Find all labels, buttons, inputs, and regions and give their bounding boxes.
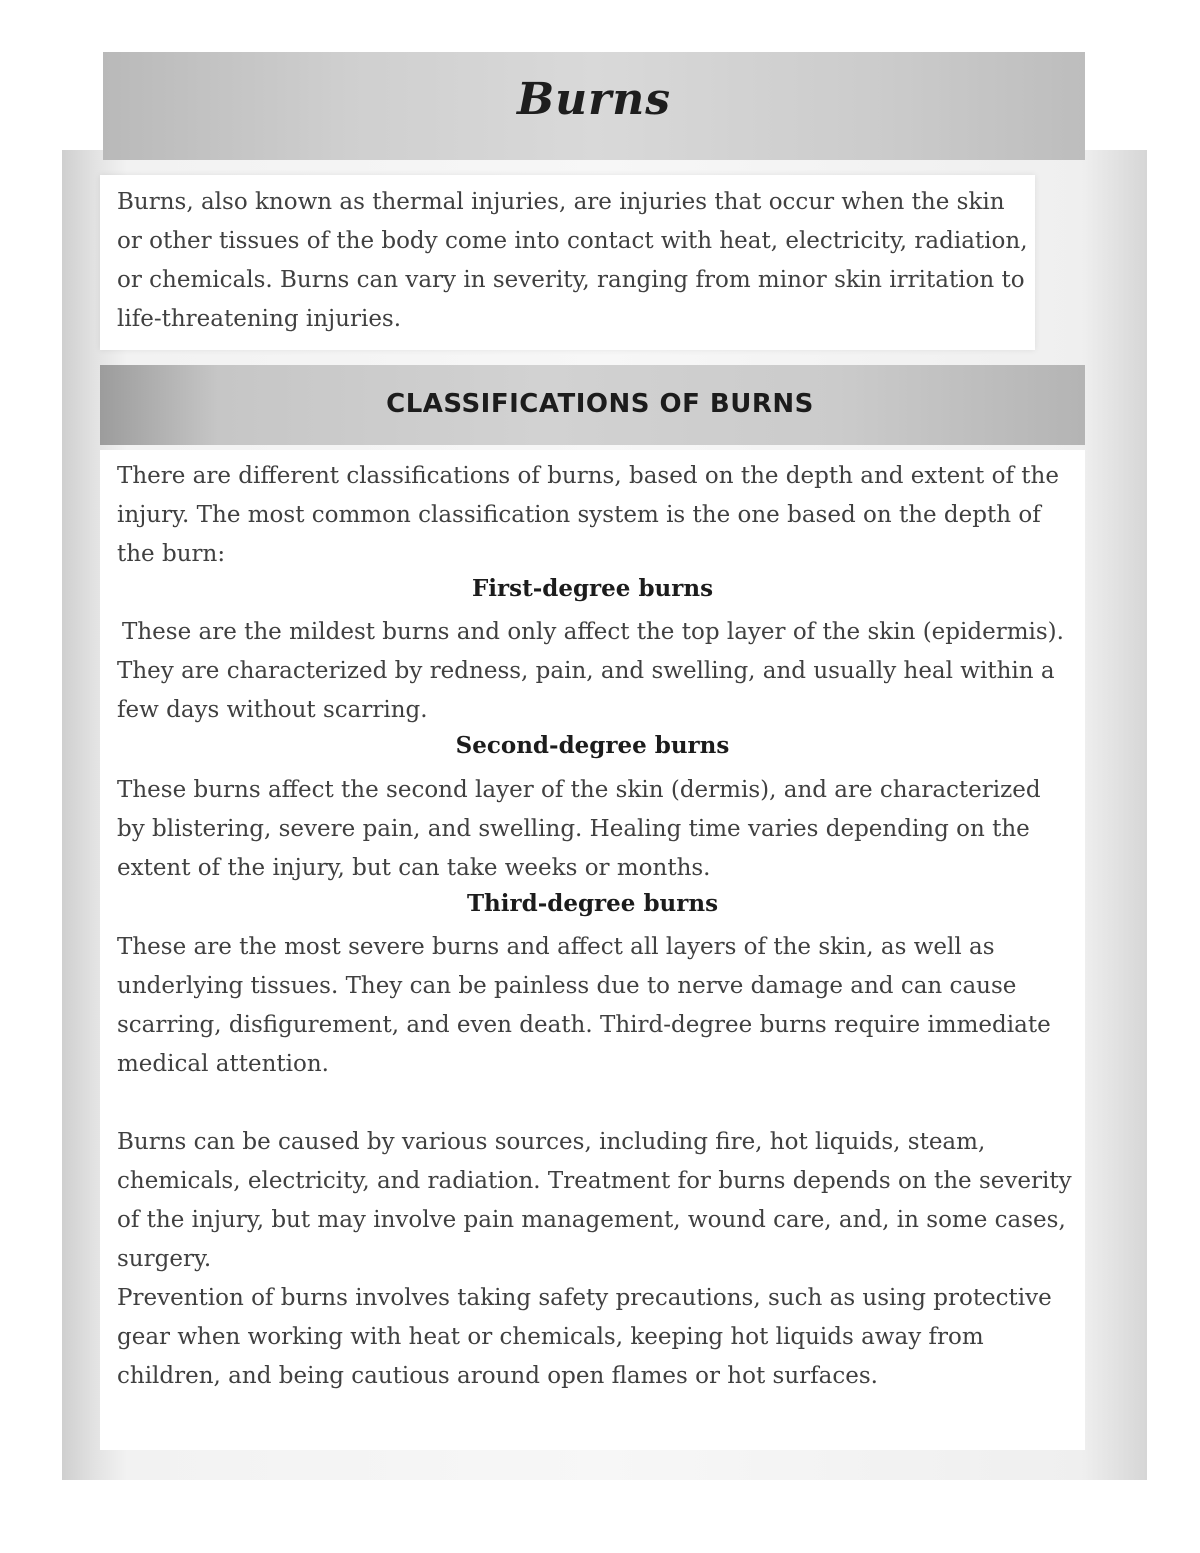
first-degree-paragraph: These are the mildest burns and only affect the top layer of the skin (epidermis). They are characterized by redness, pain, and swelling, and usually heal within a few days without scarring.	[117, 619, 1064, 723]
third-degree-paragraph: These are the most severe burns and affect all layers of the skin, as well as underlying tissues. They can be painless due to nerve damage and can cause scarring, disfigurement, and even death. Third-degree burns require immediate medical attention.	[117, 934, 1051, 1077]
second-degree-heading: Second-degree burns	[455, 732, 730, 759]
page-title: Burns	[516, 74, 672, 125]
third-degree-heading: Third-degree burns	[466, 890, 719, 917]
causes-paragraph: Burns can be caused by various sources, including fire, hot liquids, steam, chemicals, electricity, and radiation. Treatment for burns depends on the severity of the injury, but may involve pain management, wound care, and, in some cases, surgery.	[117, 1129, 1072, 1272]
classification-intro-paragraph: There are different classifications of burns, based on the depth and extent of the injury. The most common classification system is the one based on the depth of the burn:	[117, 463, 1059, 567]
first-degree-heading: First-degree burns	[471, 575, 714, 602]
second-degree-paragraph: These burns affect the second layer of the skin (dermis), and are characterized by blistering, severe pain, and swelling. Healing time varies depending on the extent of the injury, but can take weeks or months.	[117, 777, 1041, 881]
section-title: CLASSIFICATIONS OF BURNS	[386, 389, 814, 419]
intro-paragraph: Burns, also known as thermal injuries, are injuries that occur when the skin or other tissues of the body come into contact with heat, electricity, radiation, or chemicals. Burns can vary in severity, ranging from minor skin irritation to life-threatening injuries.	[117, 189, 1028, 332]
prevention-paragraph: Prevention of burns involves taking safety precautions, such as using protective gear when working with heat or chemicals, keeping hot liquids away from children, and being cautious around open flames or hot surfaces.	[117, 1285, 1052, 1389]
